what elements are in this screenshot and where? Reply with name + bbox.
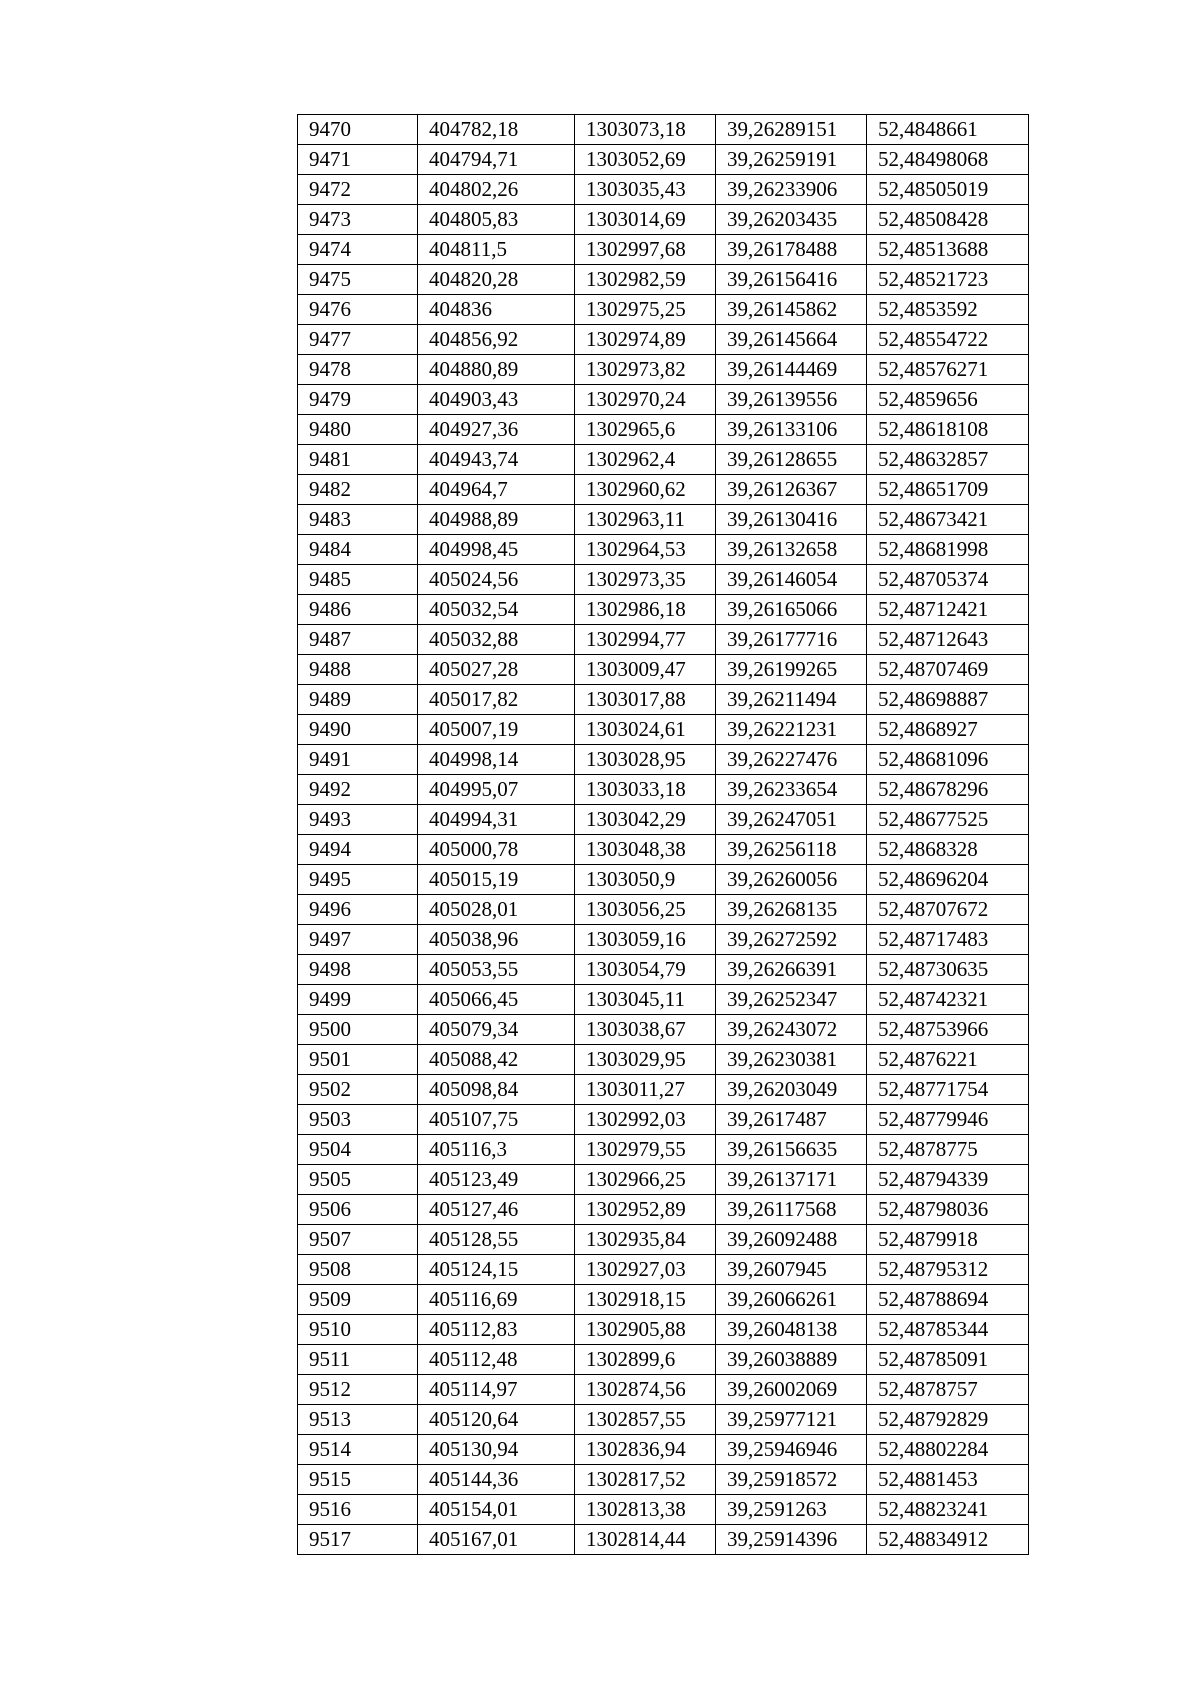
y-coordinate-cell: 1302970,24 bbox=[575, 385, 716, 415]
table-row bbox=[298, 655, 1029, 685]
longitude-cell: 39,26132658 bbox=[716, 535, 867, 565]
y-coordinate-cell: 1302974,89 bbox=[575, 325, 716, 355]
x-coordinate-cell: 405017,82 bbox=[418, 685, 575, 715]
x-coordinate-cell: 405000,78 bbox=[418, 835, 575, 865]
x-coordinate-cell: 405114,97 bbox=[418, 1375, 575, 1405]
table-row bbox=[298, 1105, 1029, 1135]
x-coordinate-cell: 405167,01 bbox=[418, 1525, 575, 1555]
table-row bbox=[298, 895, 1029, 925]
point-number-cell: 9494 bbox=[298, 835, 418, 865]
y-coordinate-cell: 1302927,03 bbox=[575, 1255, 716, 1285]
longitude-cell: 39,26256118 bbox=[716, 835, 867, 865]
x-coordinate-cell: 405079,34 bbox=[418, 1015, 575, 1045]
table-row bbox=[298, 1135, 1029, 1165]
table-row bbox=[298, 1495, 1029, 1525]
longitude-cell: 39,25977121 bbox=[716, 1405, 867, 1435]
y-coordinate-cell: 1303052,69 bbox=[575, 145, 716, 175]
longitude-cell: 39,26128655 bbox=[716, 445, 867, 475]
longitude-cell: 39,26252347 bbox=[716, 985, 867, 1015]
table-row bbox=[298, 1345, 1029, 1375]
latitude-cell: 52,4853592 bbox=[867, 295, 1029, 325]
point-number-cell: 9488 bbox=[298, 655, 418, 685]
x-coordinate-cell: 405112,83 bbox=[418, 1315, 575, 1345]
table-row bbox=[298, 595, 1029, 625]
latitude-cell: 52,48673421 bbox=[867, 505, 1029, 535]
table-row bbox=[298, 715, 1029, 745]
point-number-cell: 9491 bbox=[298, 745, 418, 775]
longitude-cell: 39,26038889 bbox=[716, 1345, 867, 1375]
longitude-cell: 39,26144469 bbox=[716, 355, 867, 385]
point-number-cell: 9514 bbox=[298, 1435, 418, 1465]
x-coordinate-cell: 405123,49 bbox=[418, 1165, 575, 1195]
longitude-cell: 39,26260056 bbox=[716, 865, 867, 895]
longitude-cell: 39,26233654 bbox=[716, 775, 867, 805]
point-number-cell: 9510 bbox=[298, 1315, 418, 1345]
table-row bbox=[298, 1435, 1029, 1465]
point-number-cell: 9509 bbox=[298, 1285, 418, 1315]
latitude-cell: 52,48798036 bbox=[867, 1195, 1029, 1225]
latitude-cell: 52,4859656 bbox=[867, 385, 1029, 415]
x-coordinate-cell: 404811,5 bbox=[418, 235, 575, 265]
y-coordinate-cell: 1303056,25 bbox=[575, 895, 716, 925]
y-coordinate-cell: 1303050,9 bbox=[575, 865, 716, 895]
coordinates-table bbox=[297, 114, 1029, 1555]
y-coordinate-cell: 1302817,52 bbox=[575, 1465, 716, 1495]
x-coordinate-cell: 405128,55 bbox=[418, 1225, 575, 1255]
longitude-cell: 39,26133106 bbox=[716, 415, 867, 445]
latitude-cell: 52,48834912 bbox=[867, 1525, 1029, 1555]
latitude-cell: 52,48554722 bbox=[867, 325, 1029, 355]
y-coordinate-cell: 1302960,62 bbox=[575, 475, 716, 505]
latitude-cell: 52,4848661 bbox=[867, 115, 1029, 145]
longitude-cell: 39,26221231 bbox=[716, 715, 867, 745]
x-coordinate-cell: 404994,31 bbox=[418, 805, 575, 835]
longitude-cell: 39,26211494 bbox=[716, 685, 867, 715]
table-row bbox=[298, 355, 1029, 385]
longitude-cell: 39,26266391 bbox=[716, 955, 867, 985]
point-number-cell: 9477 bbox=[298, 325, 418, 355]
point-number-cell: 9498 bbox=[298, 955, 418, 985]
table-row bbox=[298, 385, 1029, 415]
x-coordinate-cell: 405015,19 bbox=[418, 865, 575, 895]
latitude-cell: 52,48698887 bbox=[867, 685, 1029, 715]
y-coordinate-cell: 1302979,55 bbox=[575, 1135, 716, 1165]
x-coordinate-cell: 404903,43 bbox=[418, 385, 575, 415]
longitude-cell: 39,26203049 bbox=[716, 1075, 867, 1105]
y-coordinate-cell: 1303028,95 bbox=[575, 745, 716, 775]
table-row bbox=[298, 1255, 1029, 1285]
latitude-cell: 52,48712421 bbox=[867, 595, 1029, 625]
y-coordinate-cell: 1302975,25 bbox=[575, 295, 716, 325]
longitude-cell: 39,26156635 bbox=[716, 1135, 867, 1165]
x-coordinate-cell: 405112,48 bbox=[418, 1345, 575, 1375]
point-number-cell: 9506 bbox=[298, 1195, 418, 1225]
table-row bbox=[298, 1045, 1029, 1075]
point-number-cell: 9504 bbox=[298, 1135, 418, 1165]
y-coordinate-cell: 1302986,18 bbox=[575, 595, 716, 625]
x-coordinate-cell: 405024,56 bbox=[418, 565, 575, 595]
y-coordinate-cell: 1302813,38 bbox=[575, 1495, 716, 1525]
longitude-cell: 39,26289151 bbox=[716, 115, 867, 145]
latitude-cell: 52,48521723 bbox=[867, 265, 1029, 295]
point-number-cell: 9496 bbox=[298, 895, 418, 925]
latitude-cell: 52,48508428 bbox=[867, 205, 1029, 235]
x-coordinate-cell: 405116,3 bbox=[418, 1135, 575, 1165]
x-coordinate-cell: 404927,36 bbox=[418, 415, 575, 445]
x-coordinate-cell: 405038,96 bbox=[418, 925, 575, 955]
latitude-cell: 52,48618108 bbox=[867, 415, 1029, 445]
latitude-cell: 52,48742321 bbox=[867, 985, 1029, 1015]
longitude-cell: 39,26247051 bbox=[716, 805, 867, 835]
point-number-cell: 9492 bbox=[298, 775, 418, 805]
point-number-cell: 9507 bbox=[298, 1225, 418, 1255]
point-number-cell: 9508 bbox=[298, 1255, 418, 1285]
y-coordinate-cell: 1302994,77 bbox=[575, 625, 716, 655]
longitude-cell: 39,26126367 bbox=[716, 475, 867, 505]
x-coordinate-cell: 404820,28 bbox=[418, 265, 575, 295]
x-coordinate-cell: 405007,19 bbox=[418, 715, 575, 745]
x-coordinate-cell: 405027,28 bbox=[418, 655, 575, 685]
x-coordinate-cell: 404998,14 bbox=[418, 745, 575, 775]
point-number-cell: 9487 bbox=[298, 625, 418, 655]
y-coordinate-cell: 1302997,68 bbox=[575, 235, 716, 265]
x-coordinate-cell: 405127,46 bbox=[418, 1195, 575, 1225]
y-coordinate-cell: 1302992,03 bbox=[575, 1105, 716, 1135]
table-row bbox=[298, 295, 1029, 325]
latitude-cell: 52,48795312 bbox=[867, 1255, 1029, 1285]
table-row bbox=[298, 445, 1029, 475]
latitude-cell: 52,48696204 bbox=[867, 865, 1029, 895]
table-row bbox=[298, 835, 1029, 865]
point-number-cell: 9511 bbox=[298, 1345, 418, 1375]
point-number-cell: 9513 bbox=[298, 1405, 418, 1435]
table-row bbox=[298, 1015, 1029, 1045]
y-coordinate-cell: 1303024,61 bbox=[575, 715, 716, 745]
x-coordinate-cell: 405144,36 bbox=[418, 1465, 575, 1495]
longitude-cell: 39,2607945 bbox=[716, 1255, 867, 1285]
table-row bbox=[298, 1405, 1029, 1435]
longitude-cell: 39,26130416 bbox=[716, 505, 867, 535]
table-row bbox=[298, 805, 1029, 835]
table-row bbox=[298, 925, 1029, 955]
x-coordinate-cell: 404995,07 bbox=[418, 775, 575, 805]
x-coordinate-cell: 404805,83 bbox=[418, 205, 575, 235]
longitude-cell: 39,25918572 bbox=[716, 1465, 867, 1495]
latitude-cell: 52,48788694 bbox=[867, 1285, 1029, 1315]
x-coordinate-cell: 405098,84 bbox=[418, 1075, 575, 1105]
longitude-cell: 39,26203435 bbox=[716, 205, 867, 235]
longitude-cell: 39,25946946 bbox=[716, 1435, 867, 1465]
table-row bbox=[298, 685, 1029, 715]
latitude-cell: 52,48730635 bbox=[867, 955, 1029, 985]
longitude-cell: 39,25914396 bbox=[716, 1525, 867, 1555]
y-coordinate-cell: 1303035,43 bbox=[575, 175, 716, 205]
latitude-cell: 52,48785091 bbox=[867, 1345, 1029, 1375]
longitude-cell: 39,26145862 bbox=[716, 295, 867, 325]
table-row bbox=[298, 145, 1029, 175]
y-coordinate-cell: 1302973,82 bbox=[575, 355, 716, 385]
table-row bbox=[298, 1285, 1029, 1315]
table-row bbox=[298, 865, 1029, 895]
longitude-cell: 39,26259191 bbox=[716, 145, 867, 175]
point-number-cell: 9474 bbox=[298, 235, 418, 265]
latitude-cell: 52,4868328 bbox=[867, 835, 1029, 865]
table-row bbox=[298, 235, 1029, 265]
table-row bbox=[298, 625, 1029, 655]
y-coordinate-cell: 1303029,95 bbox=[575, 1045, 716, 1075]
x-coordinate-cell: 405088,42 bbox=[418, 1045, 575, 1075]
latitude-cell: 52,48794339 bbox=[867, 1165, 1029, 1195]
latitude-cell: 52,48823241 bbox=[867, 1495, 1029, 1525]
latitude-cell: 52,48498068 bbox=[867, 145, 1029, 175]
longitude-cell: 39,26092488 bbox=[716, 1225, 867, 1255]
y-coordinate-cell: 1302899,6 bbox=[575, 1345, 716, 1375]
table-row bbox=[298, 775, 1029, 805]
y-coordinate-cell: 1302952,89 bbox=[575, 1195, 716, 1225]
latitude-cell: 52,4868927 bbox=[867, 715, 1029, 745]
point-number-cell: 9484 bbox=[298, 535, 418, 565]
latitude-cell: 52,4878757 bbox=[867, 1375, 1029, 1405]
point-number-cell: 9495 bbox=[298, 865, 418, 895]
x-coordinate-cell: 405107,75 bbox=[418, 1105, 575, 1135]
point-number-cell: 9476 bbox=[298, 295, 418, 325]
latitude-cell: 52,48707672 bbox=[867, 895, 1029, 925]
latitude-cell: 52,4881453 bbox=[867, 1465, 1029, 1495]
y-coordinate-cell: 1302836,94 bbox=[575, 1435, 716, 1465]
point-number-cell: 9480 bbox=[298, 415, 418, 445]
latitude-cell: 52,48717483 bbox=[867, 925, 1029, 955]
y-coordinate-cell: 1303014,69 bbox=[575, 205, 716, 235]
point-number-cell: 9490 bbox=[298, 715, 418, 745]
x-coordinate-cell: 404998,45 bbox=[418, 535, 575, 565]
point-number-cell: 9517 bbox=[298, 1525, 418, 1555]
y-coordinate-cell: 1303073,18 bbox=[575, 115, 716, 145]
x-coordinate-cell: 405154,01 bbox=[418, 1495, 575, 1525]
x-coordinate-cell: 405066,45 bbox=[418, 985, 575, 1015]
longitude-cell: 39,26146054 bbox=[716, 565, 867, 595]
point-number-cell: 9500 bbox=[298, 1015, 418, 1045]
latitude-cell: 52,48779946 bbox=[867, 1105, 1029, 1135]
longitude-cell: 39,2591263 bbox=[716, 1495, 867, 1525]
point-number-cell: 9489 bbox=[298, 685, 418, 715]
y-coordinate-cell: 1302966,25 bbox=[575, 1165, 716, 1195]
x-coordinate-cell: 404782,18 bbox=[418, 115, 575, 145]
longitude-cell: 39,26227476 bbox=[716, 745, 867, 775]
y-coordinate-cell: 1302935,84 bbox=[575, 1225, 716, 1255]
latitude-cell: 52,48513688 bbox=[867, 235, 1029, 265]
point-number-cell: 9493 bbox=[298, 805, 418, 835]
y-coordinate-cell: 1302962,4 bbox=[575, 445, 716, 475]
x-coordinate-cell: 404988,89 bbox=[418, 505, 575, 535]
y-coordinate-cell: 1302965,6 bbox=[575, 415, 716, 445]
point-number-cell: 9505 bbox=[298, 1165, 418, 1195]
table-row bbox=[298, 745, 1029, 775]
longitude-cell: 39,26156416 bbox=[716, 265, 867, 295]
point-number-cell: 9473 bbox=[298, 205, 418, 235]
point-number-cell: 9479 bbox=[298, 385, 418, 415]
point-number-cell: 9485 bbox=[298, 565, 418, 595]
latitude-cell: 52,48505019 bbox=[867, 175, 1029, 205]
table-row bbox=[298, 175, 1029, 205]
y-coordinate-cell: 1303038,67 bbox=[575, 1015, 716, 1045]
longitude-cell: 39,26066261 bbox=[716, 1285, 867, 1315]
table-row bbox=[298, 115, 1029, 145]
x-coordinate-cell: 405116,69 bbox=[418, 1285, 575, 1315]
latitude-cell: 52,4879918 bbox=[867, 1225, 1029, 1255]
y-coordinate-cell: 1302982,59 bbox=[575, 265, 716, 295]
latitude-cell: 52,48792829 bbox=[867, 1405, 1029, 1435]
x-coordinate-cell: 405028,01 bbox=[418, 895, 575, 925]
table-row bbox=[298, 205, 1029, 235]
point-number-cell: 9483 bbox=[298, 505, 418, 535]
longitude-cell: 39,26177716 bbox=[716, 625, 867, 655]
latitude-cell: 52,48677525 bbox=[867, 805, 1029, 835]
table-row bbox=[298, 535, 1029, 565]
x-coordinate-cell: 404794,71 bbox=[418, 145, 575, 175]
y-coordinate-cell: 1302905,88 bbox=[575, 1315, 716, 1345]
x-coordinate-cell: 404836 bbox=[418, 295, 575, 325]
latitude-cell: 52,48678296 bbox=[867, 775, 1029, 805]
y-coordinate-cell: 1303033,18 bbox=[575, 775, 716, 805]
latitude-cell: 52,48576271 bbox=[867, 355, 1029, 385]
y-coordinate-cell: 1302973,35 bbox=[575, 565, 716, 595]
longitude-cell: 39,26165066 bbox=[716, 595, 867, 625]
y-coordinate-cell: 1302857,55 bbox=[575, 1405, 716, 1435]
coordinates-table-body bbox=[298, 115, 1029, 1555]
point-number-cell: 9471 bbox=[298, 145, 418, 175]
table-row bbox=[298, 475, 1029, 505]
latitude-cell: 52,48681998 bbox=[867, 535, 1029, 565]
table-row bbox=[298, 1195, 1029, 1225]
table-row bbox=[298, 1315, 1029, 1345]
table-row bbox=[298, 1465, 1029, 1495]
longitude-cell: 39,26137171 bbox=[716, 1165, 867, 1195]
y-coordinate-cell: 1302963,11 bbox=[575, 505, 716, 535]
x-coordinate-cell: 405032,54 bbox=[418, 595, 575, 625]
table-row bbox=[298, 505, 1029, 535]
table-row bbox=[298, 985, 1029, 1015]
table-row bbox=[298, 1075, 1029, 1105]
point-number-cell: 9503 bbox=[298, 1105, 418, 1135]
latitude-cell: 52,4876221 bbox=[867, 1045, 1029, 1075]
point-number-cell: 9478 bbox=[298, 355, 418, 385]
x-coordinate-cell: 405120,64 bbox=[418, 1405, 575, 1435]
table-row bbox=[298, 1375, 1029, 1405]
latitude-cell: 52,48705374 bbox=[867, 565, 1029, 595]
table-row bbox=[298, 1225, 1029, 1255]
point-number-cell: 9512 bbox=[298, 1375, 418, 1405]
table-row bbox=[298, 955, 1029, 985]
longitude-cell: 39,26243072 bbox=[716, 1015, 867, 1045]
latitude-cell: 52,48753966 bbox=[867, 1015, 1029, 1045]
latitude-cell: 52,48785344 bbox=[867, 1315, 1029, 1345]
latitude-cell: 52,48712643 bbox=[867, 625, 1029, 655]
longitude-cell: 39,26178488 bbox=[716, 235, 867, 265]
table-row bbox=[298, 1525, 1029, 1555]
table-row bbox=[298, 1165, 1029, 1195]
point-number-cell: 9486 bbox=[298, 595, 418, 625]
point-number-cell: 9472 bbox=[298, 175, 418, 205]
y-coordinate-cell: 1302964,53 bbox=[575, 535, 716, 565]
latitude-cell: 52,48802284 bbox=[867, 1435, 1029, 1465]
y-coordinate-cell: 1303045,11 bbox=[575, 985, 716, 1015]
y-coordinate-cell: 1303011,27 bbox=[575, 1075, 716, 1105]
latitude-cell: 52,48771754 bbox=[867, 1075, 1029, 1105]
x-coordinate-cell: 404856,92 bbox=[418, 325, 575, 355]
point-number-cell: 9475 bbox=[298, 265, 418, 295]
x-coordinate-cell: 405053,55 bbox=[418, 955, 575, 985]
x-coordinate-cell: 405130,94 bbox=[418, 1435, 575, 1465]
point-number-cell: 9516 bbox=[298, 1495, 418, 1525]
y-coordinate-cell: 1302814,44 bbox=[575, 1525, 716, 1555]
x-coordinate-cell: 404964,7 bbox=[418, 475, 575, 505]
longitude-cell: 39,26117568 bbox=[716, 1195, 867, 1225]
table-row bbox=[298, 325, 1029, 355]
x-coordinate-cell: 404943,74 bbox=[418, 445, 575, 475]
y-coordinate-cell: 1303059,16 bbox=[575, 925, 716, 955]
point-number-cell: 9497 bbox=[298, 925, 418, 955]
y-coordinate-cell: 1303017,88 bbox=[575, 685, 716, 715]
point-number-cell: 9482 bbox=[298, 475, 418, 505]
longitude-cell: 39,26145664 bbox=[716, 325, 867, 355]
x-coordinate-cell: 405124,15 bbox=[418, 1255, 575, 1285]
y-coordinate-cell: 1303009,47 bbox=[575, 655, 716, 685]
point-number-cell: 9515 bbox=[298, 1465, 418, 1495]
latitude-cell: 52,48707469 bbox=[867, 655, 1029, 685]
point-number-cell: 9481 bbox=[298, 445, 418, 475]
table-row bbox=[298, 415, 1029, 445]
y-coordinate-cell: 1303048,38 bbox=[575, 835, 716, 865]
longitude-cell: 39,2617487 bbox=[716, 1105, 867, 1135]
longitude-cell: 39,26048138 bbox=[716, 1315, 867, 1345]
latitude-cell: 52,48632857 bbox=[867, 445, 1029, 475]
latitude-cell: 52,48681096 bbox=[867, 745, 1029, 775]
longitude-cell: 39,26272592 bbox=[716, 925, 867, 955]
x-coordinate-cell: 404802,26 bbox=[418, 175, 575, 205]
longitude-cell: 39,26233906 bbox=[716, 175, 867, 205]
table-row bbox=[298, 565, 1029, 595]
y-coordinate-cell: 1302918,15 bbox=[575, 1285, 716, 1315]
x-coordinate-cell: 405032,88 bbox=[418, 625, 575, 655]
y-coordinate-cell: 1303042,29 bbox=[575, 805, 716, 835]
point-number-cell: 9501 bbox=[298, 1045, 418, 1075]
latitude-cell: 52,48651709 bbox=[867, 475, 1029, 505]
longitude-cell: 39,26230381 bbox=[716, 1045, 867, 1075]
point-number-cell: 9470 bbox=[298, 115, 418, 145]
point-number-cell: 9502 bbox=[298, 1075, 418, 1105]
longitude-cell: 39,26139556 bbox=[716, 385, 867, 415]
latitude-cell: 52,4878775 bbox=[867, 1135, 1029, 1165]
table-row bbox=[298, 265, 1029, 295]
longitude-cell: 39,26268135 bbox=[716, 895, 867, 925]
y-coordinate-cell: 1303054,79 bbox=[575, 955, 716, 985]
longitude-cell: 39,26199265 bbox=[716, 655, 867, 685]
point-number-cell: 9499 bbox=[298, 985, 418, 1015]
y-coordinate-cell: 1302874,56 bbox=[575, 1375, 716, 1405]
longitude-cell: 39,26002069 bbox=[716, 1375, 867, 1405]
x-coordinate-cell: 404880,89 bbox=[418, 355, 575, 385]
